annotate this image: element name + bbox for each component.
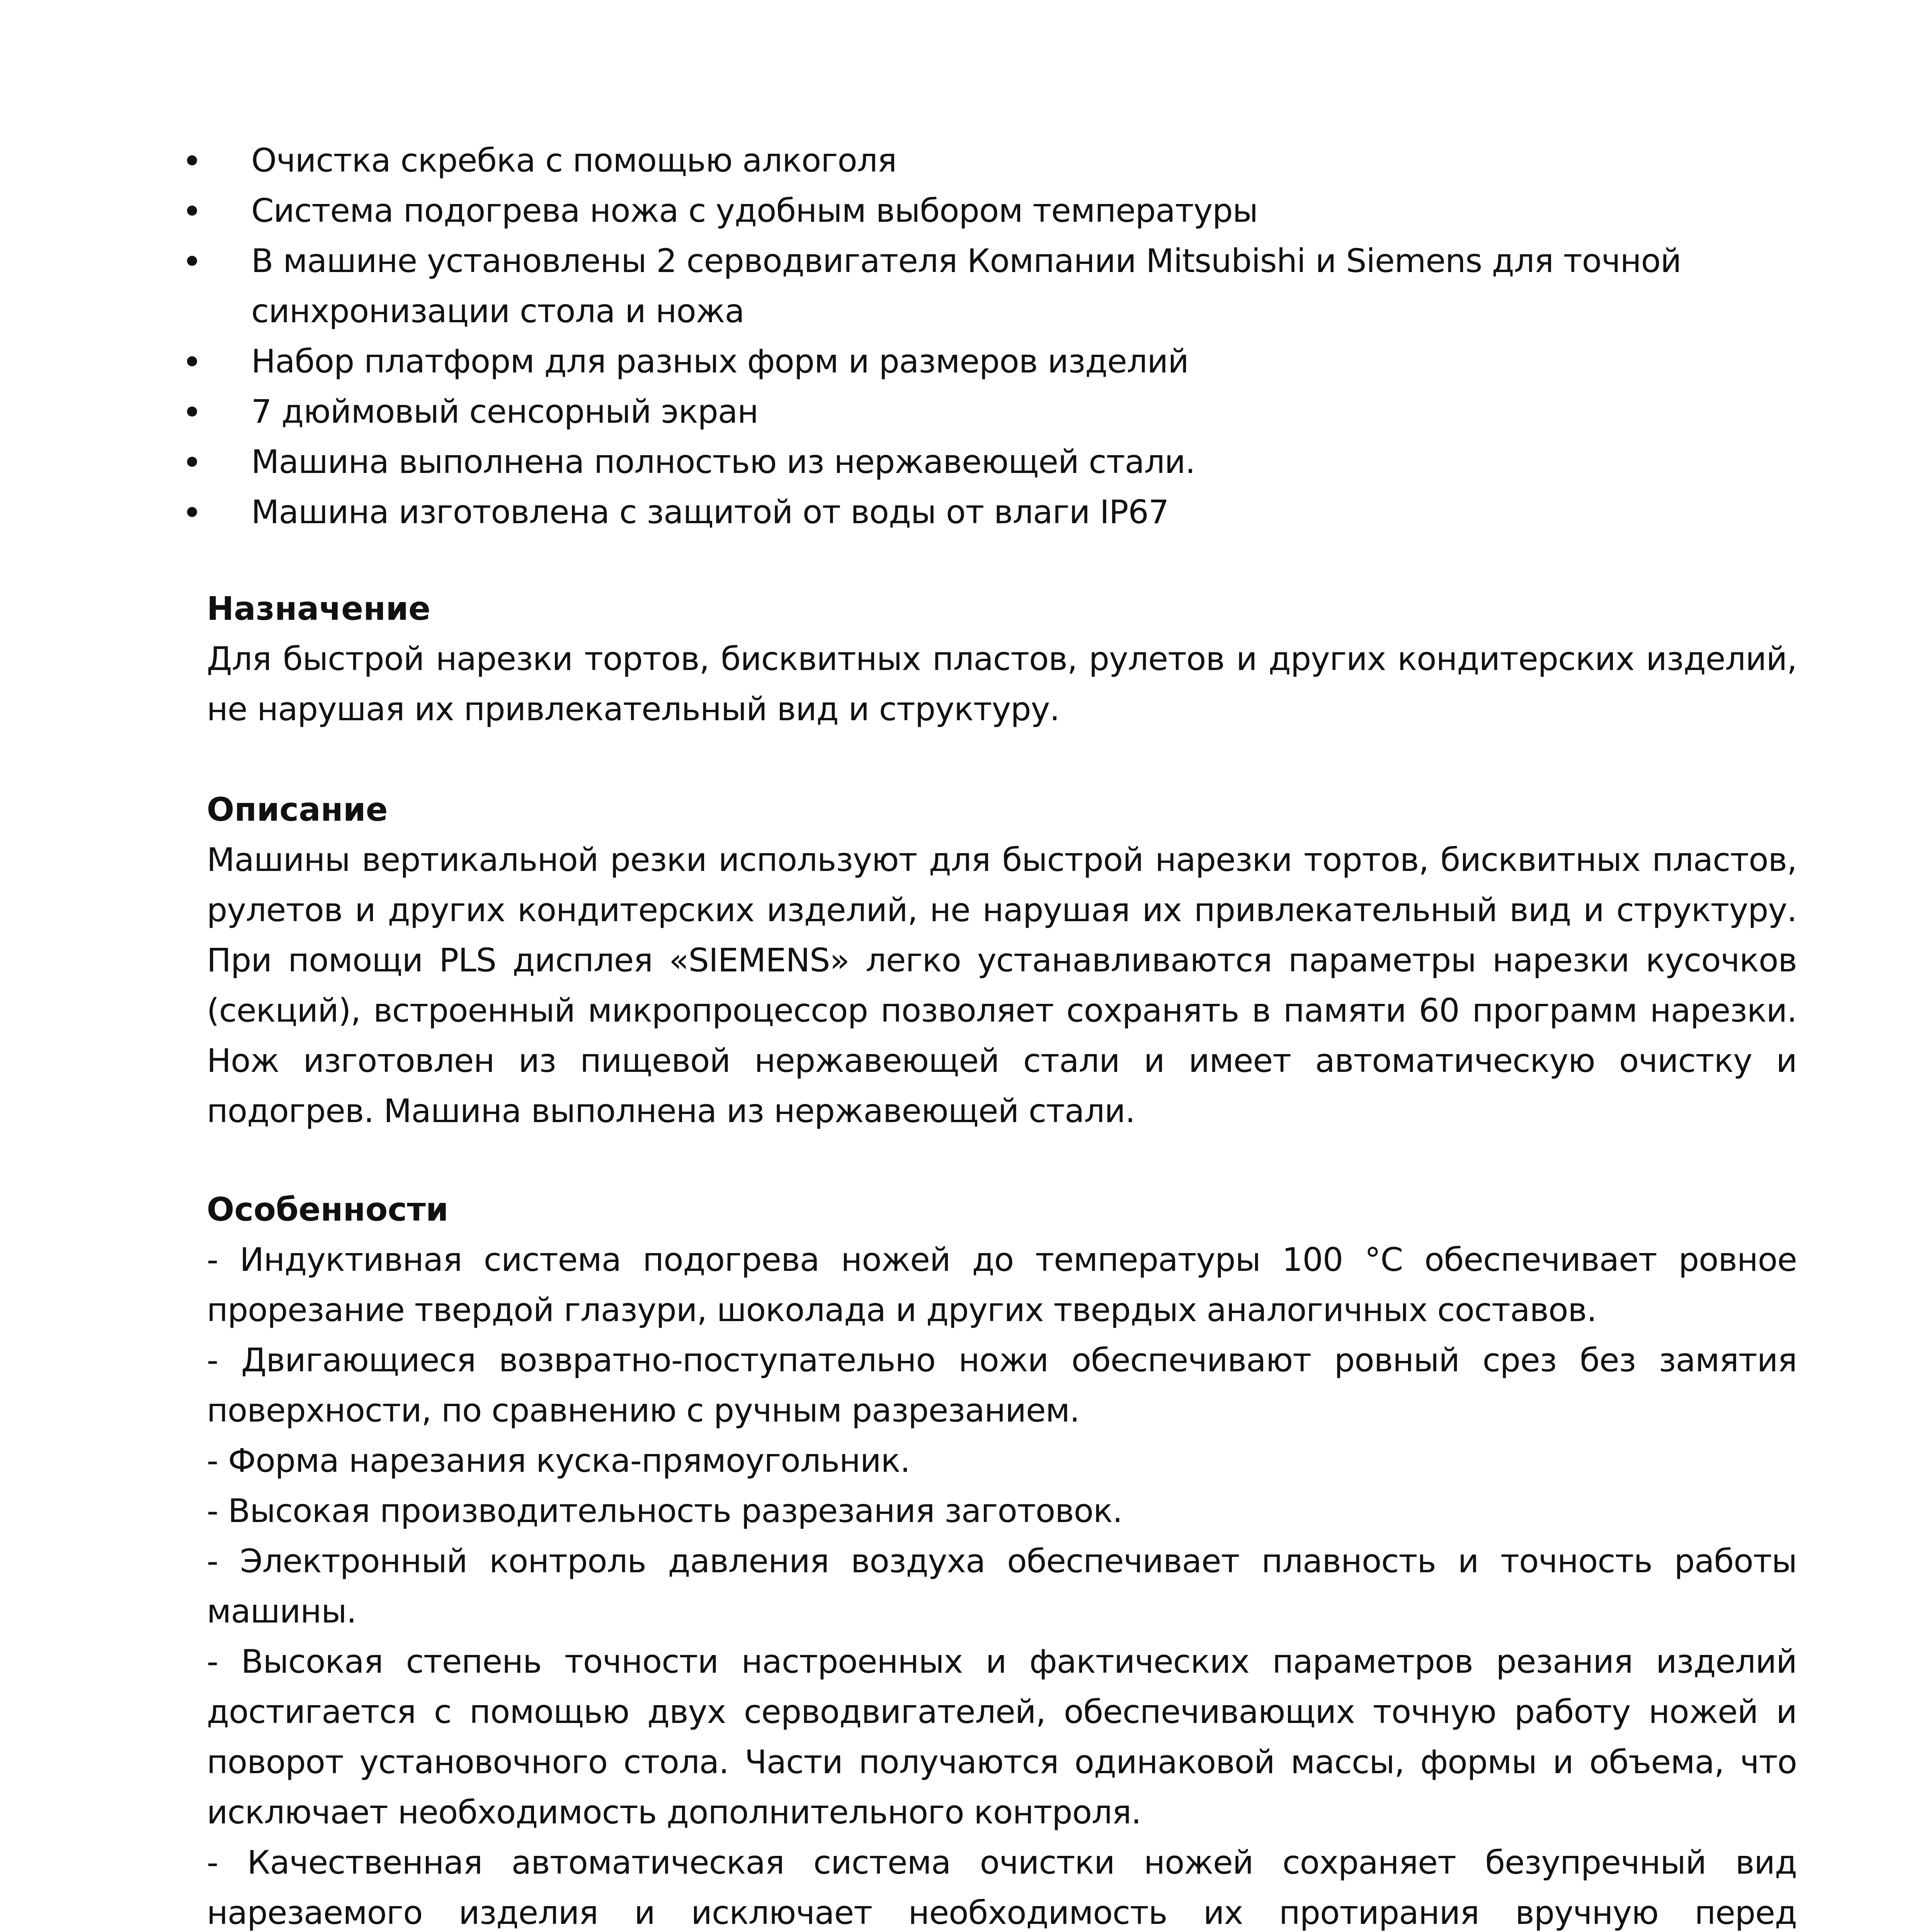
bullet-text: Машина изготовлена с защитой от воды от влаги IP67 xyxy=(251,493,1169,531)
bullet-text: Система подогрева ножа с удобным выбором температуры xyxy=(251,192,1258,230)
bullet-item xyxy=(182,236,1797,336)
bullet-icon xyxy=(187,256,197,266)
feature-item: - Форма нарезания куска-прямоугольник. xyxy=(207,1442,910,1480)
feature-item: - Индуктивная система подогрева ножей до температуры 100 °С обеспечивает ровное прорезание твердой глазури, шоколада и других твердых аналогичных составов. xyxy=(207,1241,1797,1329)
bullet-item xyxy=(182,336,1797,386)
bullet-text: Набор платформ для разных форм и размеров изделий xyxy=(251,342,1189,380)
feature-bullet-list xyxy=(182,135,1797,537)
bullet-item xyxy=(182,437,1797,487)
features-heading: Особенности xyxy=(207,1190,449,1228)
purpose-heading: Назначение xyxy=(207,590,431,628)
bullet-icon xyxy=(187,406,197,417)
description-text: Машины вертикальной резки используют для быстрой нарезки тортов, бисквитных пластов, рулетов и других кондитерских изделий, не нарушая их привлекательный вид и структуру. При помощи PLS дисплея «SIEMENS» легко устанавливаются параметры нарезки кусочков (секций), встроенный микропроцессор позволяет сохранять в памяти 60 программ нарезки. Нож изготовлен из пищевой нержавеющей стали и имеет автоматическую очистку и подогрев. Машина выполнена из нержавеющей стали. xyxy=(207,841,1797,1130)
bullet-item xyxy=(182,487,1797,537)
bullet-text: Машина выполнена полностью из нержавеющей стали. xyxy=(251,443,1195,481)
features-section xyxy=(207,1184,1797,1932)
feature-item: - Высокая степень точности настроенных и фактических параметров резания изделий достигается с помощью двух серводвигателей, обеспечивающих точную работу ножей и поворот установочного стола. Части получаются одинаковой массы, формы и объема, что исключает необходимость дополнительного контроля. xyxy=(207,1643,1797,1831)
bullet-item xyxy=(182,386,1797,437)
bullet-icon xyxy=(187,155,197,165)
bullet-icon xyxy=(187,206,197,216)
features-list xyxy=(207,1235,1797,1932)
bullet-text: В машине установлены 2 серводвигателя Компании Mitsubishi и Siemens для точной синхронизации стола и ножа xyxy=(251,242,1681,330)
bullet-item xyxy=(182,135,1797,185)
bullet-text: Очистка скребка с помощью алкоголя xyxy=(251,141,897,179)
bullet-item xyxy=(182,185,1797,236)
bullet-icon xyxy=(187,507,197,517)
feature-item: - Двигающиеся возвратно-поступательно ножи обеспечивают ровный срез без замятия поверхности, по сравнению с ручным разрезанием. xyxy=(207,1341,1797,1429)
feature-item: - Качественная автоматическая система очистки ножей сохраняет безупречный вид нарезаемого изделия и исключает необходимость их протирания вручную перед xyxy=(207,1844,1797,1932)
description-heading: Описание xyxy=(207,791,388,828)
bullet-text: 7 дюймовый сенсорный экран xyxy=(251,393,759,430)
feature-item: - Электронный контроль давления воздуха обеспечивает плавность и точность работы машины. xyxy=(207,1542,1797,1630)
description-section xyxy=(207,784,1797,1136)
purpose-text: Для быстрой нарезки тортов, бисквитных пластов, рулетов и других кондитерских изделий, не нарушая их привлекательный вид и структуру. xyxy=(207,640,1797,728)
bullet-icon xyxy=(187,356,197,366)
purpose-section xyxy=(207,583,1797,734)
bullet-icon xyxy=(187,457,197,467)
feature-item: - Высокая производительность разрезания заготовок. xyxy=(207,1492,1123,1530)
